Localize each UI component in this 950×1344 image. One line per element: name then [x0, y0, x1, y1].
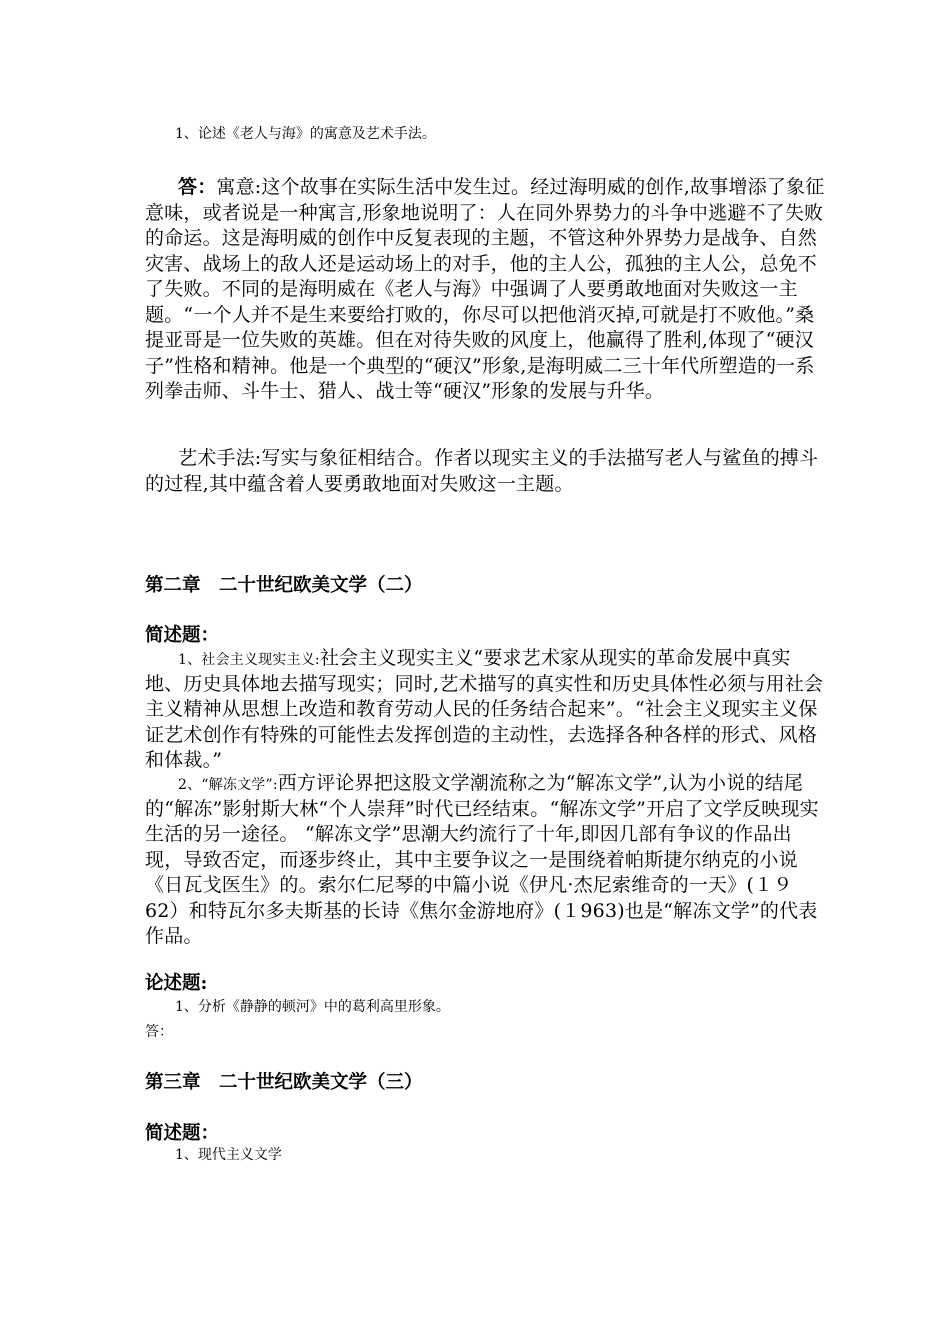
answer-paragraph — [145, 175, 825, 405]
essay-question: 1、分析《静静的顿河》中的葛利高里形象。 — [175, 999, 450, 1015]
answer-label: 答： — [178, 176, 217, 198]
chapter-2-essay-heading: 论述题: — [145, 973, 208, 994]
chapter-2-short-heading: 简述题： — [145, 625, 220, 646]
art-technique-paragraph: 艺术手法:写实与象征相结合。作者以现实主义的手法描写老人与鲨鱼的搏斗的过程,其中蕴含着人要勇敢地面对失败这一主题。 — [145, 447, 819, 495]
answer-text: 寓意:这个故事在实际生活中发生过。经过海明威的创作,故事增添了象征意味，或者说是一种寓言,形象地说明了：人在同外界势力的斗争中逃避不了失败的命运。这是海明威的创作中反复表现的主题，不管这种外界势力是战争、自然灾害、战场上的敌人还是运动场上的对手，他的主人公，孤独的主人公，总免不了失败。不同的是海明威在《老人与海》中强调了人要勇敢地面对失败这一主题。“一个人并不是生来要给打败的，你尽可以把他消灭掉,可就是打不败他。”桑提亚哥是一位失败的英雄。但在对待失败的风度上，他赢得了胜利,体现了“硬汉子”性格和精神。他是一个典型的“硬汉”形象,是海明威二三十年代所塑造的一系列拳击师、斗牛士、猎人、战士等“硬汉”形象的发展与升华。 — [145, 176, 825, 402]
chapter-3-item-1: 1、现代主义文学 — [175, 1147, 282, 1163]
chapter-2-item-2 — [145, 771, 825, 950]
chapter-3-title: 第三章 二十世纪欧美文学（三） — [145, 1072, 423, 1093]
item-1-label: 1、社会主义现实主义: — [178, 652, 320, 668]
question-prompt: 1、论述《老人与海》的寓意及艺术手法。 — [175, 126, 436, 142]
item-2-label: 2、“解冻文学”: — [178, 777, 278, 793]
chapter-2-title: 第二章 二十世纪欧美文学（二） — [145, 575, 423, 596]
item-1-text: 社会主义现实主义“要求艺术家从现实的革命发展中真实地、历史具体地去描写现实；同时,艺术描写的真实性和历史具体性必须与用社会主义精神从思想上改造和教育劳动人民的任务结合起来”。“社会主义现实主义保证艺术创作有特殊的可能性去发挥创造的主动性，去选择各种各样的形式、风格和体裁。” — [145, 647, 824, 771]
chapter-2-item-1 — [145, 646, 825, 774]
chapter-3-short-heading: 简述题： — [145, 1123, 220, 1144]
essay-answer-label: 答： — [145, 1024, 173, 1040]
item-2-text: 西方评论界把这股文学潮流称之为“解冻文学”,认为小说的结尾的“解冻”影射斯大林“个人崇拜”时代已经结束。“解冻文学”开启了文学反映现实生活的另一途径。 “解冻文学”思潮大约流行了十年,即因几部有争议的作品出现，导致否定，而逐步终止，其中主要争议之一是围绕着帕斯捷尔纳克的小说《日瓦戈医生》的。索尔仁尼琴的中篇小说《伊凡·杰尼索维奇的一天》(１９62）和特瓦尔多夫斯基的长诗《焦尔金游地府》(１963)也是“解冻文学”的代表作品。 — [145, 772, 819, 947]
